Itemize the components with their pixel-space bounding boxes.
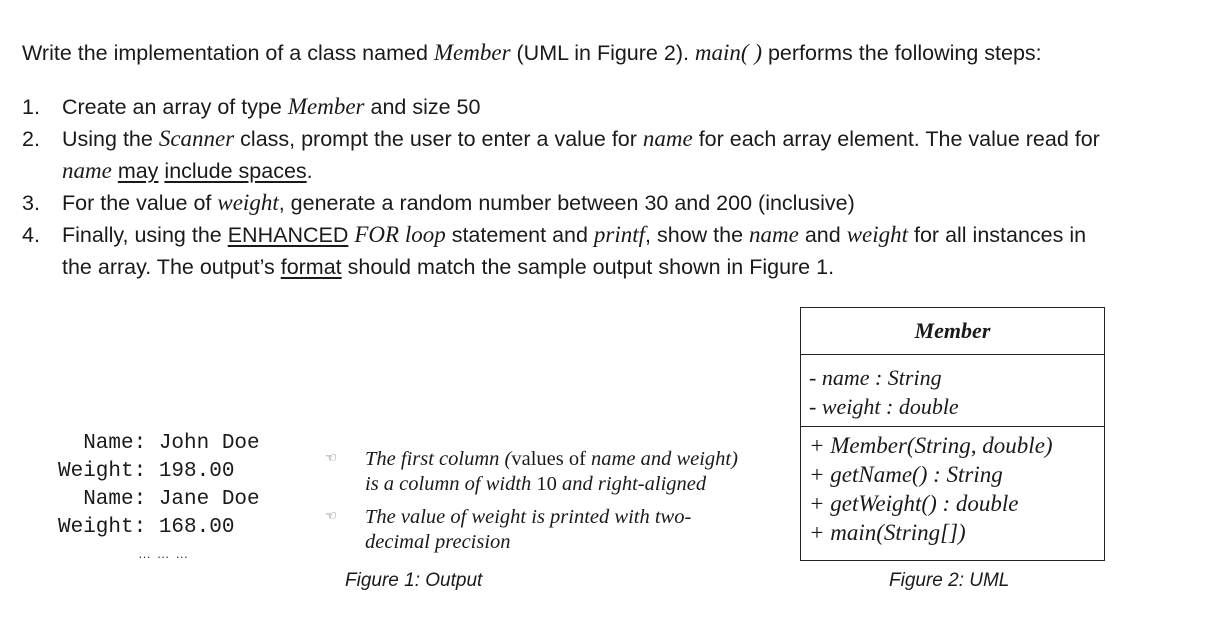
uml-operation: + getName() : String bbox=[809, 462, 1003, 487]
step-text: . bbox=[306, 159, 313, 183]
step-underlined: include spaces bbox=[164, 159, 307, 183]
list-item bbox=[22, 219, 1192, 283]
note-text: 10 bbox=[536, 473, 557, 495]
step-term: weight bbox=[846, 222, 909, 247]
note-text: values of bbox=[511, 448, 586, 470]
step-number: 3. bbox=[22, 191, 40, 215]
note-text: is a column of width bbox=[365, 473, 537, 495]
uml-operation: + main(String[]) bbox=[809, 520, 966, 545]
step-term: name bbox=[642, 126, 693, 151]
note-text: The value of weight is printed with two- bbox=[365, 506, 692, 528]
step-term: weight bbox=[217, 190, 279, 215]
output-line: Name: John Doe bbox=[58, 432, 260, 455]
step-underlined: format bbox=[280, 255, 342, 279]
note-text: and right-aligned bbox=[556, 473, 707, 495]
uml-class-diagram bbox=[800, 307, 1105, 561]
output-line: Weight: 198.00 bbox=[58, 460, 235, 483]
step-text: the array. The output’s bbox=[62, 255, 281, 279]
output-line: Weight: 168.00 bbox=[58, 516, 235, 539]
step-text: class, prompt the user to enter a value for bbox=[234, 127, 643, 151]
pointing-hand-icon: ☜ bbox=[325, 508, 337, 523]
step-text: , generate a random number between 30 and 200 (inclusive) bbox=[278, 191, 855, 215]
list-item bbox=[22, 187, 1192, 219]
uml-attribute: - weight : double bbox=[809, 394, 959, 419]
step-text: for each array element. The value read for bbox=[692, 127, 1100, 151]
step-term: printf bbox=[593, 222, 646, 247]
steps-list bbox=[22, 91, 1192, 283]
step-text: Finally, using the bbox=[62, 223, 228, 247]
uml-attributes bbox=[801, 355, 1104, 427]
uml-operation: + getWeight() : double bbox=[809, 491, 1019, 516]
step-term: Member bbox=[287, 94, 365, 119]
intro-mid: (UML in Figure 2). bbox=[510, 41, 695, 65]
uml-class-name: Member bbox=[801, 308, 1104, 355]
pointing-hand-icon: ☜ bbox=[325, 450, 337, 465]
uml-attribute: - name : String bbox=[809, 365, 942, 390]
step-underlined: may bbox=[117, 159, 159, 183]
sample-output bbox=[58, 430, 260, 542]
note-text: decimal precision bbox=[365, 531, 511, 553]
step-term: FOR loop bbox=[354, 222, 446, 247]
step-text: , show the bbox=[645, 223, 750, 247]
step-text: statement and bbox=[445, 223, 594, 247]
figure-2-caption: Figure 2: UML bbox=[889, 570, 1010, 591]
step-text: Using the bbox=[62, 127, 159, 151]
step-term: name bbox=[749, 222, 799, 247]
figure-1-caption: Figure 1: Output bbox=[345, 570, 483, 591]
intro-post: performs the following steps: bbox=[762, 41, 1042, 65]
step-text: for all instances in bbox=[908, 223, 1087, 247]
uml-operation: + Member(String, double) bbox=[809, 433, 1053, 458]
step-number: 4. bbox=[22, 223, 40, 247]
intro-class-name: Member bbox=[433, 40, 511, 65]
intro-main: main( ) bbox=[694, 40, 762, 65]
intro-text bbox=[22, 40, 1042, 66]
step-text: and size 50 bbox=[364, 95, 481, 119]
list-item bbox=[22, 91, 1192, 123]
step-number: 1. bbox=[22, 95, 40, 119]
note-text: The first column ( bbox=[365, 448, 512, 470]
note-precision bbox=[365, 505, 777, 555]
intro-pre: Write the implementation of a class named bbox=[22, 41, 434, 65]
step-term: Scanner bbox=[158, 126, 235, 151]
step-text: For the value of bbox=[62, 191, 218, 215]
uml-operations bbox=[801, 427, 1104, 547]
output-ellipsis: … … … bbox=[138, 546, 190, 561]
note-text: name and weight) bbox=[585, 448, 738, 470]
step-text: should match the sample output shown in Figure 1. bbox=[341, 255, 835, 279]
list-item bbox=[22, 123, 1192, 187]
step-number: 2. bbox=[22, 127, 40, 151]
step-text: Create an array of type bbox=[62, 95, 288, 119]
note-first-column bbox=[365, 447, 777, 497]
output-line: Name: Jane Doe bbox=[58, 488, 260, 511]
step-text: and bbox=[798, 223, 847, 247]
step-underlined: ENHANCED bbox=[227, 223, 349, 247]
step-term: name bbox=[62, 158, 112, 183]
